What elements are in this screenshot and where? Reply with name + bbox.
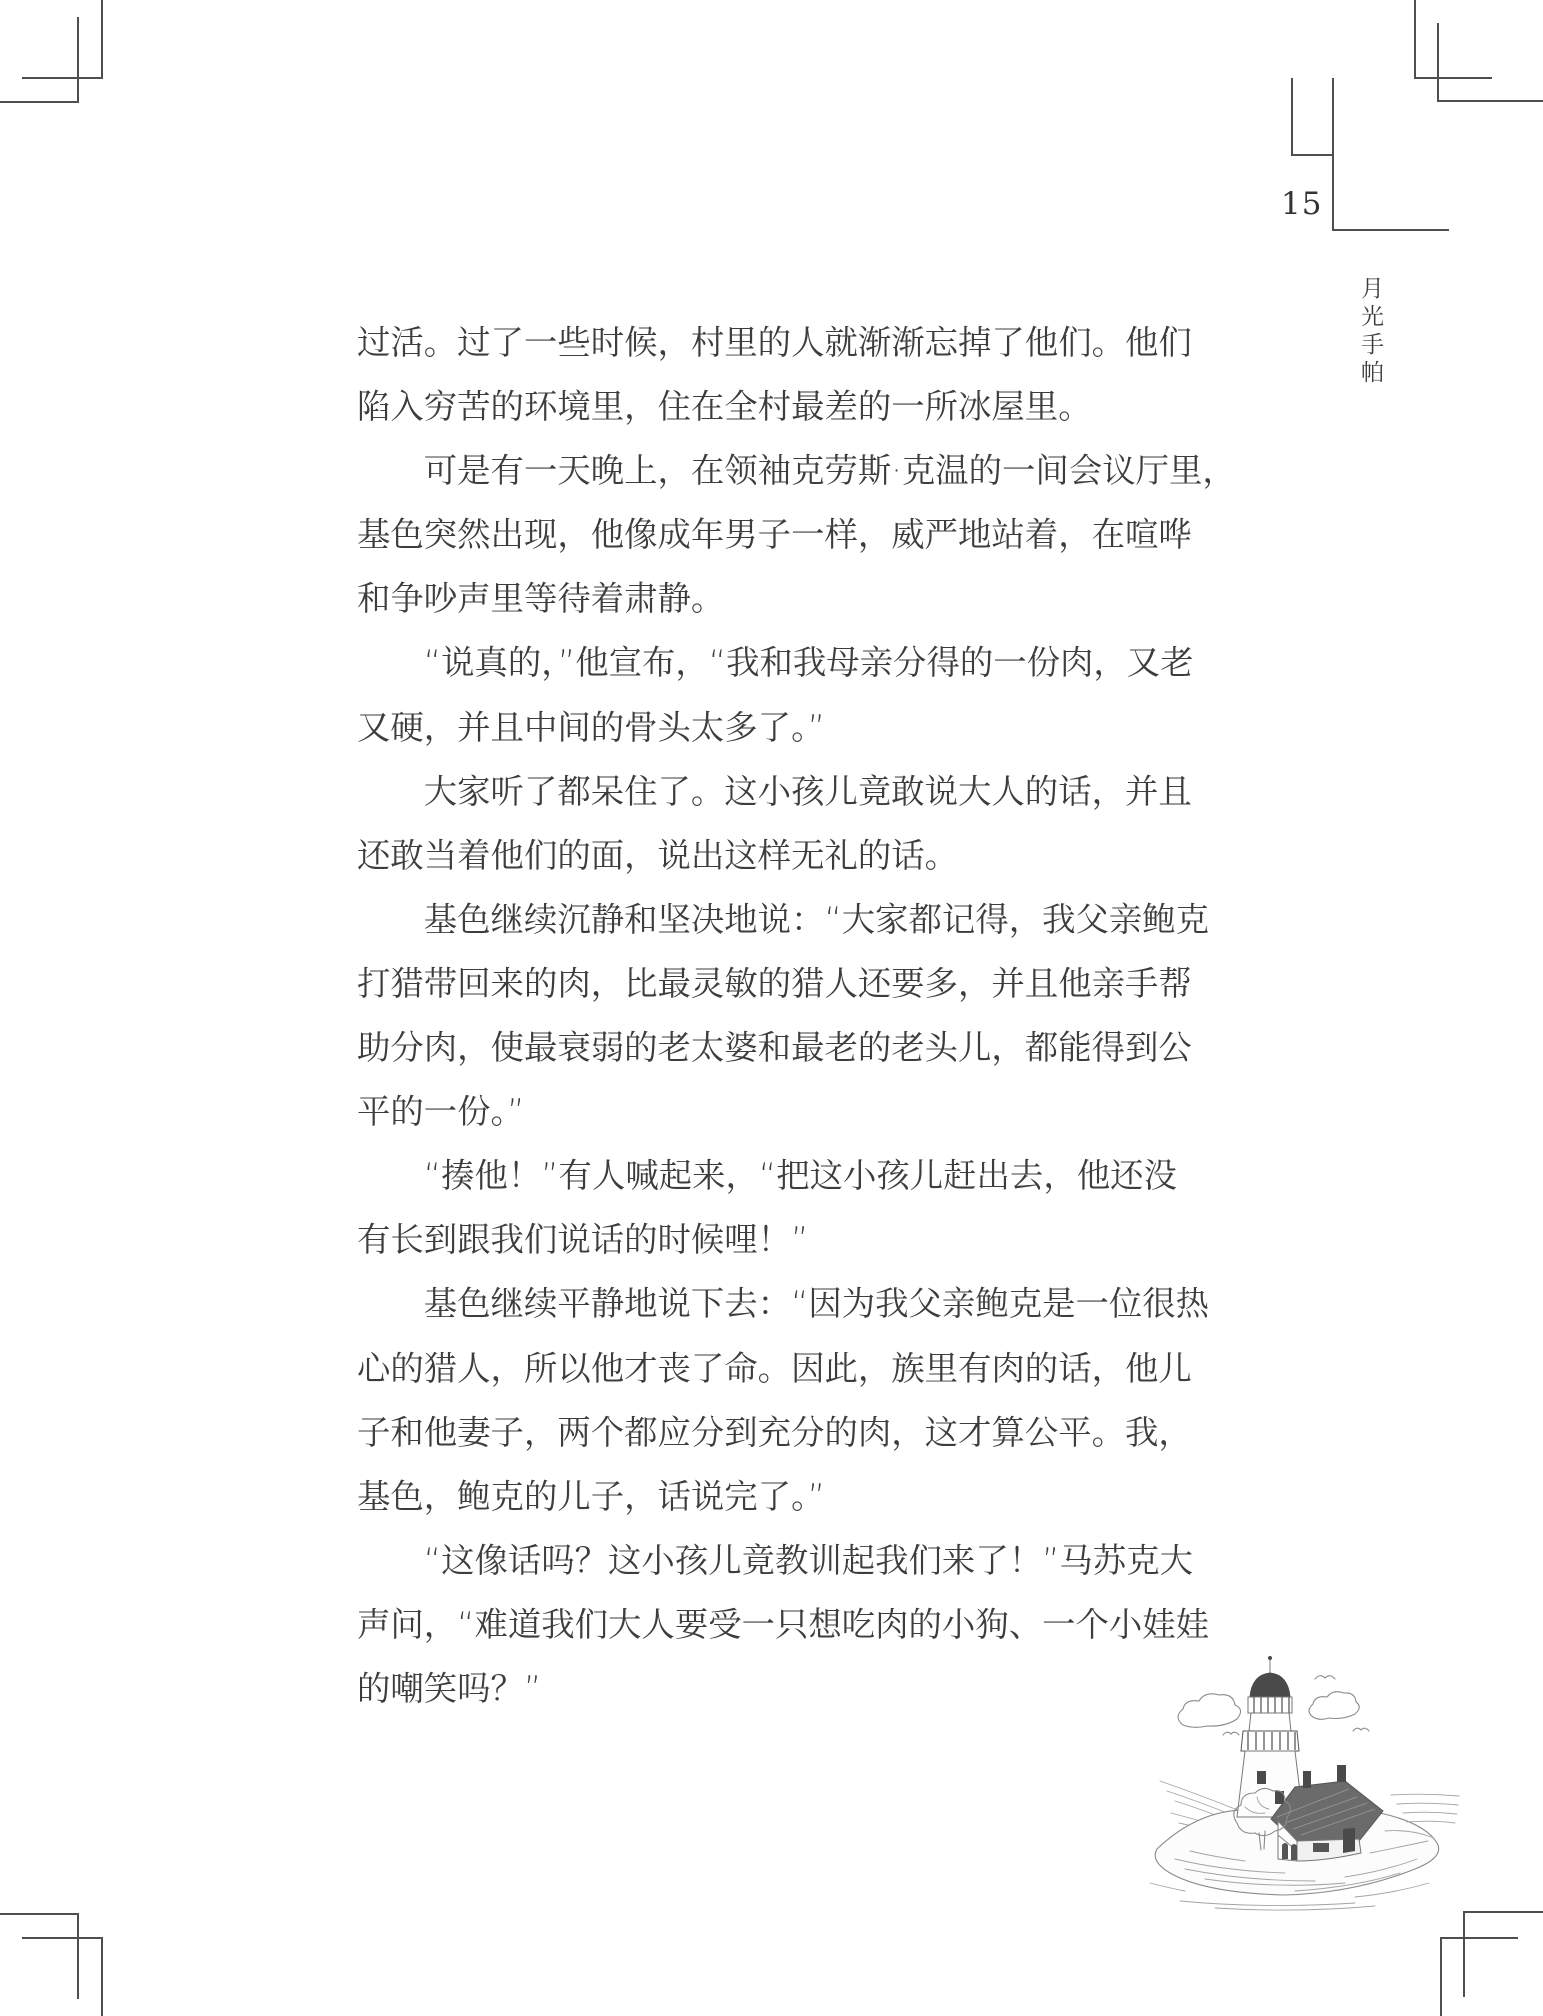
body-text [357,311,1236,1721]
page-number: 15 [1281,186,1323,222]
text-line: 基色，鲍克的儿子，话说完了。” [357,1476,826,1516]
text-line: 又硬，并且中间的骨头太多了。” [357,707,826,747]
text-line: 大家听了都呆住了。这小孩儿竟敢说大人的话，并且 [357,771,1192,811]
cloud-right [1309,1692,1359,1720]
text-line: 子和他妻子，两个都应分到充分的肉，这才算公平。我， [357,1412,1192,1452]
text-line: 过活。过了一些时候，村里的人就渐渐忘掉了他们。他们 [357,323,1192,362]
text-line: 打猎带回来的肉，比最灵敏的猎人还要多，并且他亲手帮 [357,963,1192,1003]
lighthouse-island-illustration [1145,1645,1465,1915]
text-line: 和争吵声里等待着肃静。 [357,579,725,619]
bird-icons [1223,1676,1369,1735]
text-line: 声问，“难道我们大人要受一只想吃肉的小狗、一个小娃娃 [357,1604,1210,1644]
text-line: 可是有一天晚上，在领袖克劳斯·克温的一间会议厅里， [357,451,1236,491]
text-line: “说真的，”他宣布，“我和我母亲分得的一份肉，又老 [357,643,1194,683]
text-line: “揍他！”有人喊起来，“把这小孩儿赶出去，他还没 [357,1156,1177,1196]
text-line: 基色继续平静地说下去：“因为我父亲鲍克是一位很热 [357,1284,1210,1324]
text-line: 心的猎人，所以他才丧了命。因此，族里有肉的话，他儿 [357,1348,1192,1388]
text-line: 助分肉，使最衰弱的老太婆和最老的老头儿，都能得到公 [357,1028,1192,1068]
text-line: 基色突然出现，他像成年男子一样，威严地站着，在喧哗 [357,515,1192,555]
text-line: 陷入穷苦的环境里，住在全村最差的一所冰屋里。 [357,387,1092,427]
running-title-vertical: 月光手帕 [1357,276,1383,388]
text-line: 有长到跟我们说话的时候哩！” [357,1220,809,1260]
text-line: “这像话吗？这小孩儿竟教训起我们来了！”马苏克大 [357,1540,1193,1580]
text-line: 还敢当着他们的面，说出这样无礼的话。 [357,835,959,875]
cloud-left [1178,1694,1241,1727]
text-line: 平的一份。” [357,1092,525,1132]
text-line: 的嘲笑吗？” [357,1668,542,1708]
text-line: 基色继续沉静和坚决地说：“大家都记得，我父亲鲍克 [357,899,1210,939]
